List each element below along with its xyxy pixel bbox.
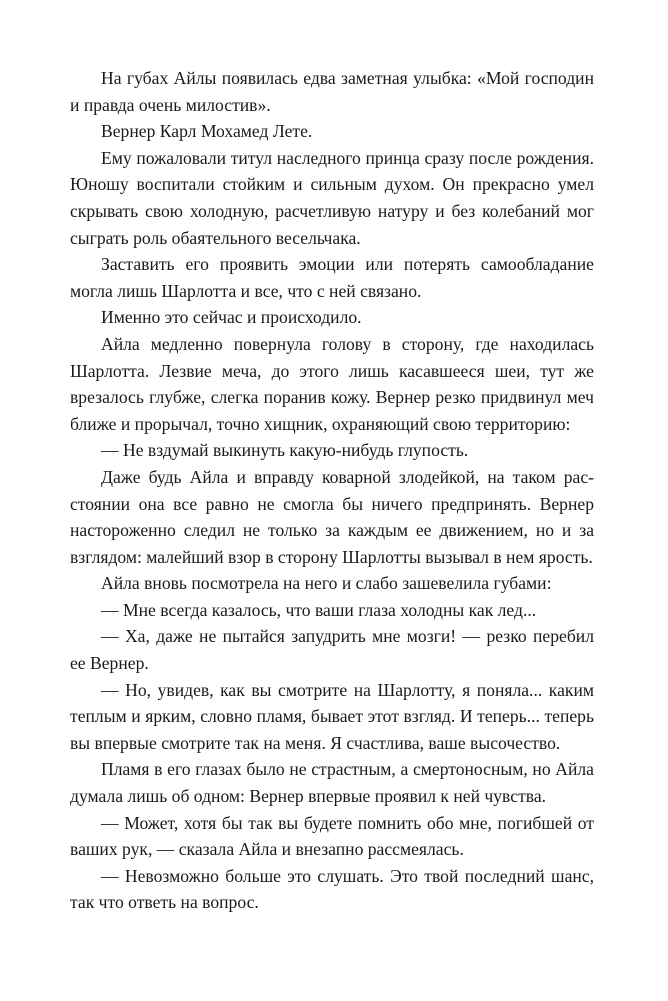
- paragraph-4: Заставить его проявить эмоции или потерять самообладание могла лишь Шарлотта и все, что с ней связано.: [70, 254, 594, 301]
- paragraph-5: Именно это сейчас и происходило.: [101, 307, 362, 328]
- paragraph-1: На губах Айлы появилась едва заметная улыбка: «Мой господин и правда очень милостив».: [70, 68, 594, 115]
- paragraph-7: — Не вздумай выкинуть какую-нибудь глупость.: [101, 440, 469, 461]
- paragraph-14: — Может, хотя бы так вы будете помнить обо мне, погибшей от ваших рук, — сказала Айла и внезапно рассмеялась.: [70, 812, 594, 860]
- paragraph-9: Айла вновь посмотрела на него и слабо зашевелила губами:: [101, 573, 552, 594]
- paragraph-3: Ему пожаловали титул наследного принца сразу после рождения. Юношу воспитали стойким и сильным духом. Он прекрасно умел скрывать свою холодную, расчетливую натуру и без колебаний мог сыграть роль обаятельного весельчака.: [70, 147, 594, 248]
- paragraph-12: — Но, увидев, как вы смотрите на Шарлотту, я поняла... каким теплым и ярким, словно пламя, бывает этот взгляд. И теперь... теперь вы впервые смотрите так на меня. Я счастлива, ваше высочество.: [70, 679, 594, 753]
- page-text: [70, 65, 594, 916]
- paragraph-13: Пламя в его глазах было не страстным, а смертоносным, но Айла думала лишь об одном: Вернер впервые проявил к ней чувства.: [70, 759, 594, 807]
- paragraph-2: Вернер Карл Мохамед Лете.: [101, 121, 313, 142]
- paragraph-6: Айла медленно повернула голову в сторону, где находилась Шарлотта. Лезвие меча, до этого лишь касавшееся шеи, тут же врезалось глубже, слегка поранив кожу. Вернер резко придвинул меч ближе и прорычал, точно хищник, охраняющий свою территорию:: [70, 333, 594, 434]
- paragraph-10: — Мне всегда казалось, что ваши глаза холодны как лед...: [101, 599, 537, 620]
- paragraph-11: — Ха, даже не пытайся запудрить мне мозги! — резко перебил ее Вернер.: [70, 626, 594, 674]
- paragraph-15: — Невозможно больше это слушать. Это твой последний шанс, так что ответь на вопрос.: [70, 865, 594, 913]
- paragraph-8: Даже будь Айла и вправду коварной злодейкой, на таком расстоянии она все равно не смогла бы ничего предпринять. Вернер настороженно следил не только за каждым ее движением, но и за взглядом: малейший взор в сторону Шарлотты вызывал в нем ярость.: [70, 466, 594, 567]
